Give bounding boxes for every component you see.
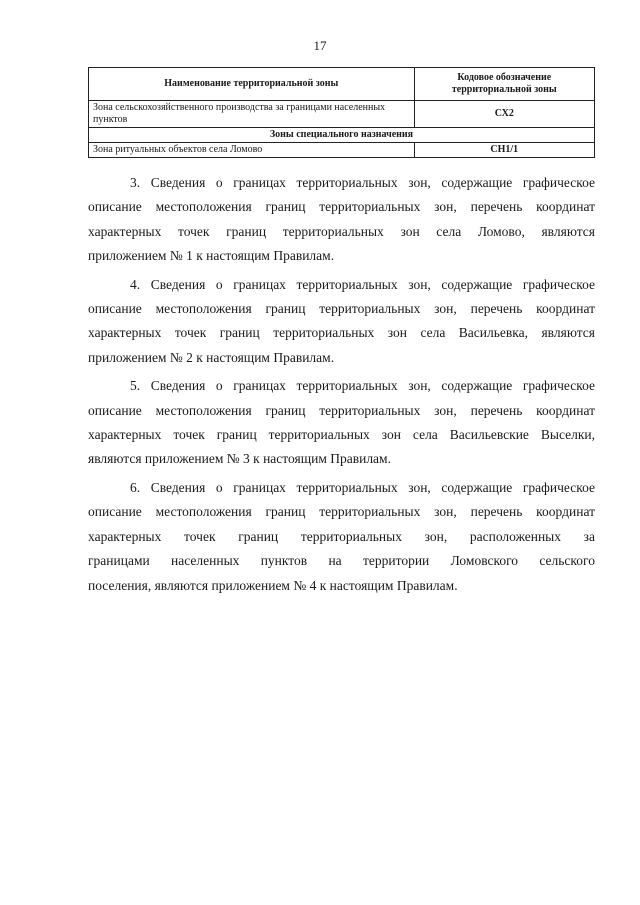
text-line: являются приложением № 3 к настоящим Правилам.	[88, 451, 391, 467]
territorial-zones-table	[88, 67, 595, 158]
text-line: описание местоположения границ территориальных зон, перечень координат	[88, 504, 595, 520]
paragraph-4	[88, 273, 595, 371]
zone-name-cell: Зона ритуальных объектов села Ломово	[89, 143, 415, 158]
text-line: границами населенных пунктов на территории Ломовского сельского	[88, 553, 595, 569]
text-line: характерных точек границ территориальных зон села Ломово, являются	[88, 223, 595, 239]
text-line: описание местоположения границ территориальных зон, перечень координат	[88, 301, 595, 317]
text-line: характерных точек границ территориальных зон села Васильевские Выселки,	[88, 427, 595, 443]
zone-name-cell: Зона сельскохозяйственного производства за границами населенных пунктов	[89, 101, 415, 128]
text-line: приложением № 1 к настоящим Правилам.	[88, 248, 335, 264]
text-line: 4. Сведения о границах территориальных зон, содержащие графическое	[130, 276, 595, 292]
text-line: поселения, являются приложением № 4 к настоящим Правилам.	[88, 577, 458, 593]
text-line: 6. Сведения о границах территориальных зон, содержащие графическое	[130, 479, 595, 495]
zone-code-cell: СН1/1	[414, 143, 594, 158]
text-line: описание местоположения границ территориальных зон, перечень координат	[88, 199, 595, 215]
zone-code-cell: СХ2	[414, 101, 594, 128]
section-heading-cell: Зоны специального назначения	[89, 128, 595, 143]
table-row	[89, 143, 595, 158]
document-body	[88, 171, 595, 602]
text-line: описание местоположения границ территориальных зон, перечень координат	[88, 402, 595, 418]
table-section-row	[89, 128, 595, 143]
text-line: 5. Сведения о границах территориальных зон, содержащие графическое	[130, 378, 595, 394]
table-row	[89, 101, 595, 128]
table-header-row	[89, 68, 595, 101]
text-line: характерных точек границ территориальных зон, расположенных за	[88, 528, 595, 544]
paragraph-3	[88, 171, 595, 269]
paragraph-6	[88, 476, 595, 598]
text-line: 3. Сведения о границах территориальных зон, содержащие графическое	[130, 175, 595, 190]
header-zone-code: Кодовое обозначение территориальной зоны	[414, 68, 594, 101]
page-number: 17	[313, 38, 327, 53]
text-line: приложением № 2 к настоящим Правилам.	[88, 349, 335, 365]
text-line: характерных точек границ территориальных зон села Васильевка, являются	[88, 325, 595, 341]
header-zone-name: Наименование территориальной зоны	[89, 68, 415, 101]
paragraph-5	[88, 374, 595, 472]
